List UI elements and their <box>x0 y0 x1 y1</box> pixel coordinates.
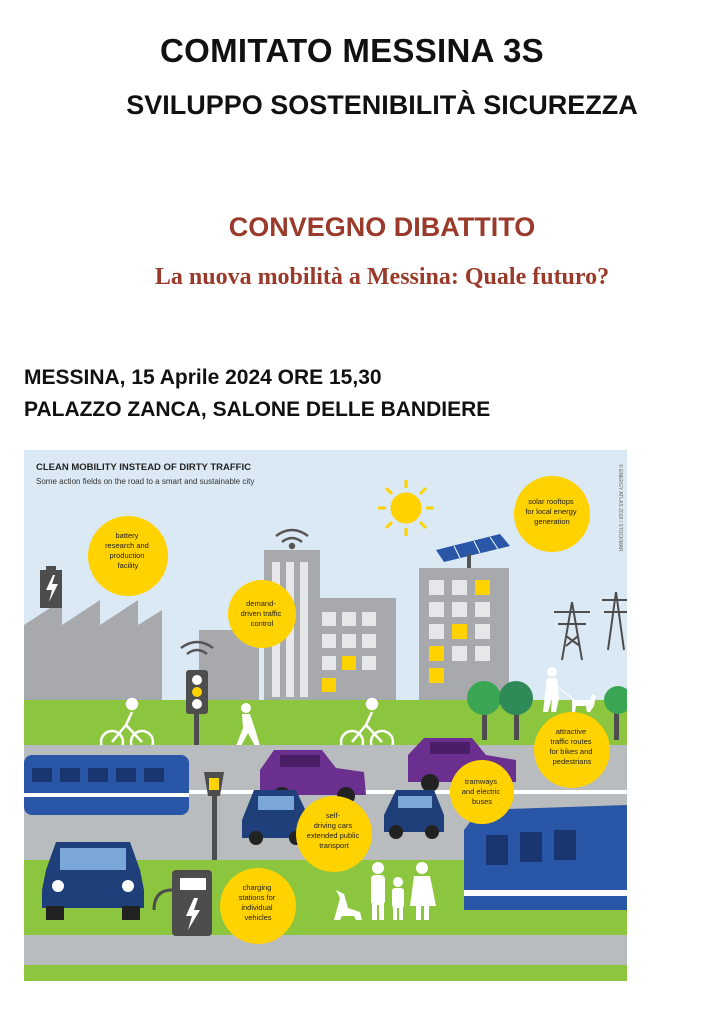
info-bubble-demand <box>228 580 296 648</box>
event-type: CONVEGNO DIBATTITO <box>228 212 536 242</box>
clean-mobility-illustration <box>24 450 627 981</box>
event-date-time: MESSINA, 15 Aprile 2024 ORE 15,30 <box>24 366 382 389</box>
info-bubble-routes <box>534 712 610 788</box>
event-topic: La nuova mobilità a Messina: Quale futuro? <box>154 264 610 290</box>
info-bubble-battery <box>88 516 168 596</box>
info-bubble-charging <box>220 868 296 944</box>
organization-subtitle: SVILUPPO SOSTENIBILITÀ SICUREZZA <box>126 90 638 120</box>
poster-subtitle: Some action fields on the road to a smart and sustainable city <box>36 477 255 486</box>
organization-title: COMITATO MESSINA 3S <box>159 32 544 69</box>
svg-text:tramways and electric: tramways and electric buses <box>461 777 501 806</box>
poster-title: CLEAN MOBILITY INSTEAD OF DIRTY TRAFFIC <box>36 462 251 473</box>
svg-text:self- driving cars: self- driving cars extended public transport <box>306 811 360 850</box>
event-venue: PALAZZO ZANCA, SALONE DELLE BANDIERE <box>24 398 491 421</box>
svg-text:charging stations for: charging stations for individual vehicles <box>238 883 276 922</box>
info-bubble-solar <box>514 476 590 552</box>
info-bubble-tram <box>450 760 514 824</box>
svg-text:attractive traffic route: attractive traffic routes for bikes and pedestrians <box>549 727 593 766</box>
svg-text:battery research and: battery research and production facility <box>105 531 149 570</box>
bus <box>24 755 189 815</box>
info-bubble-self-driving <box>296 796 372 872</box>
svg-text:solar rooftops for local: solar rooftops for local energy generation <box>525 497 577 526</box>
car <box>384 790 444 839</box>
svg-text:demand- driven traffic: demand- driven traffic control <box>240 599 282 628</box>
poster-credit: © ENERGY ATLAS 2018 / STOCKMAR <box>617 464 623 552</box>
